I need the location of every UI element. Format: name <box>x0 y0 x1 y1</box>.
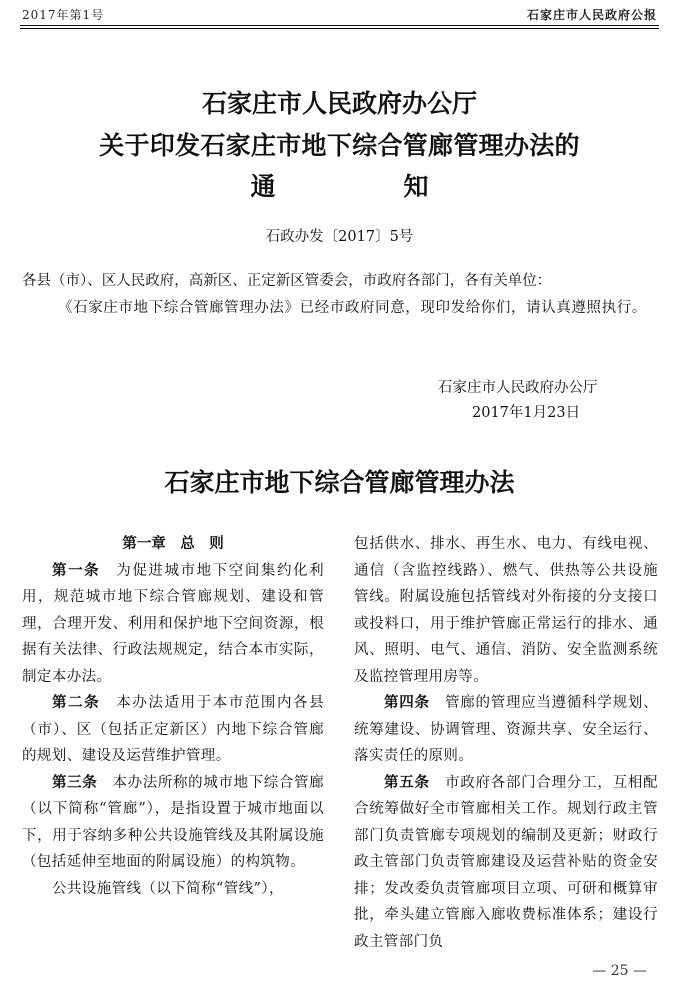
article-1 <box>22 558 324 691</box>
article-3-continuation-end: 包括供水、排水、再生水、电力、有线电视、通信（含监控线路）、燃气、供热等公共设施管线。附属设施包括管线对外衔接的分支接口或投料口，用于维护管廊正常运行的排水、通风、照明、电气、通信、消防、安全监测系统及监控管理用房等。 <box>354 536 658 685</box>
notice-title-line1: 石家庄市人民政府办公厅 <box>201 89 477 118</box>
article-4-label: 第四条 <box>384 694 430 711</box>
article-2 <box>22 690 324 770</box>
signature-date: 2017年1月23日 <box>472 405 581 421</box>
header-publication: 石家庄市人民政府公报 <box>526 8 657 22</box>
document-number: 石政办发〔2017〕5号 <box>265 229 414 245</box>
addressee: 各县（市）、区人民政府，高新区、正定新区管委会，市政府各部门，各有关单位： <box>22 273 552 289</box>
notice-title-char-2: 知 <box>403 172 429 201</box>
notice-title-line2: 关于印发石家庄市地下综合管廊管理办法的 <box>99 131 580 160</box>
article-2-text: 本办法适用于本市范围内各县（市）、区（包括正定新区）内地下综合管廊的规划、建设及运营维护管理。 <box>22 695 325 764</box>
header-rule-thin <box>20 28 659 29</box>
article-1-text: 为促进城市地下空间集约化利用，规范城市地下综合管廊规划、建设和管理，合理开发、利用和保护地下空间资源，根据有关法律、行政法规规定，结合本市实际，制定本办法。 <box>22 562 325 685</box>
article-5-label: 第五条 <box>384 773 430 791</box>
article-3-label: 第三条 <box>52 773 98 791</box>
notice-title-char-1: 通 <box>250 172 276 201</box>
header-issue: 2017年第1号 <box>22 8 105 22</box>
signature-organization: 石家庄市人民政府办公厅 <box>438 380 598 396</box>
article-1-label: 第一条 <box>52 561 101 579</box>
article-4 <box>354 690 658 770</box>
right-column <box>354 531 658 955</box>
notice-title-line3 <box>0 171 679 203</box>
regulation-title: 石家庄市地下综合管廊管理办法 <box>164 468 515 497</box>
article-4-text: 管廊的管理应当遵循科学规划、统筹建设、协调管理、资源共享、安全运行、落实责任的原则。 <box>354 695 659 764</box>
article-5-text: 市政府各部门合理分工，互相配合统筹做好全市管廊相关工作。规划行政主管部门负责管廊专项规划的编制及更新；财政行政主管部门负责管廊建设及运营补贴的资金安排；发改委负责管廊项目立项、可研和概算审批，牵头建立管廊入廊收费标准体系；建设行政主管部门负 <box>354 774 659 950</box>
article-2-label: 第二条 <box>52 694 101 711</box>
article-3-continuation: 公共设施管线（以下简称“管线”）， <box>52 880 284 897</box>
article-5 <box>354 770 658 956</box>
article-3 <box>22 770 324 876</box>
page-number: — 25 — <box>592 963 647 979</box>
notice-body: 《石家庄市地下综合管廊管理办法》已经市政府同意，现印发给你们，请认真遵照执行。 <box>58 300 647 316</box>
header-rule-thick <box>20 25 659 26</box>
article-3-text: 本办法所称的城市地下综合管廊（以下简称“管廊”），是指设置于城市地面以下，用于容纳多种公共设施管线及其附属设施（包括延伸至地面的附属设施）的构筑物。 <box>22 774 324 870</box>
left-column <box>22 531 324 902</box>
chapter-heading: 第一章 总 则 <box>122 535 224 552</box>
